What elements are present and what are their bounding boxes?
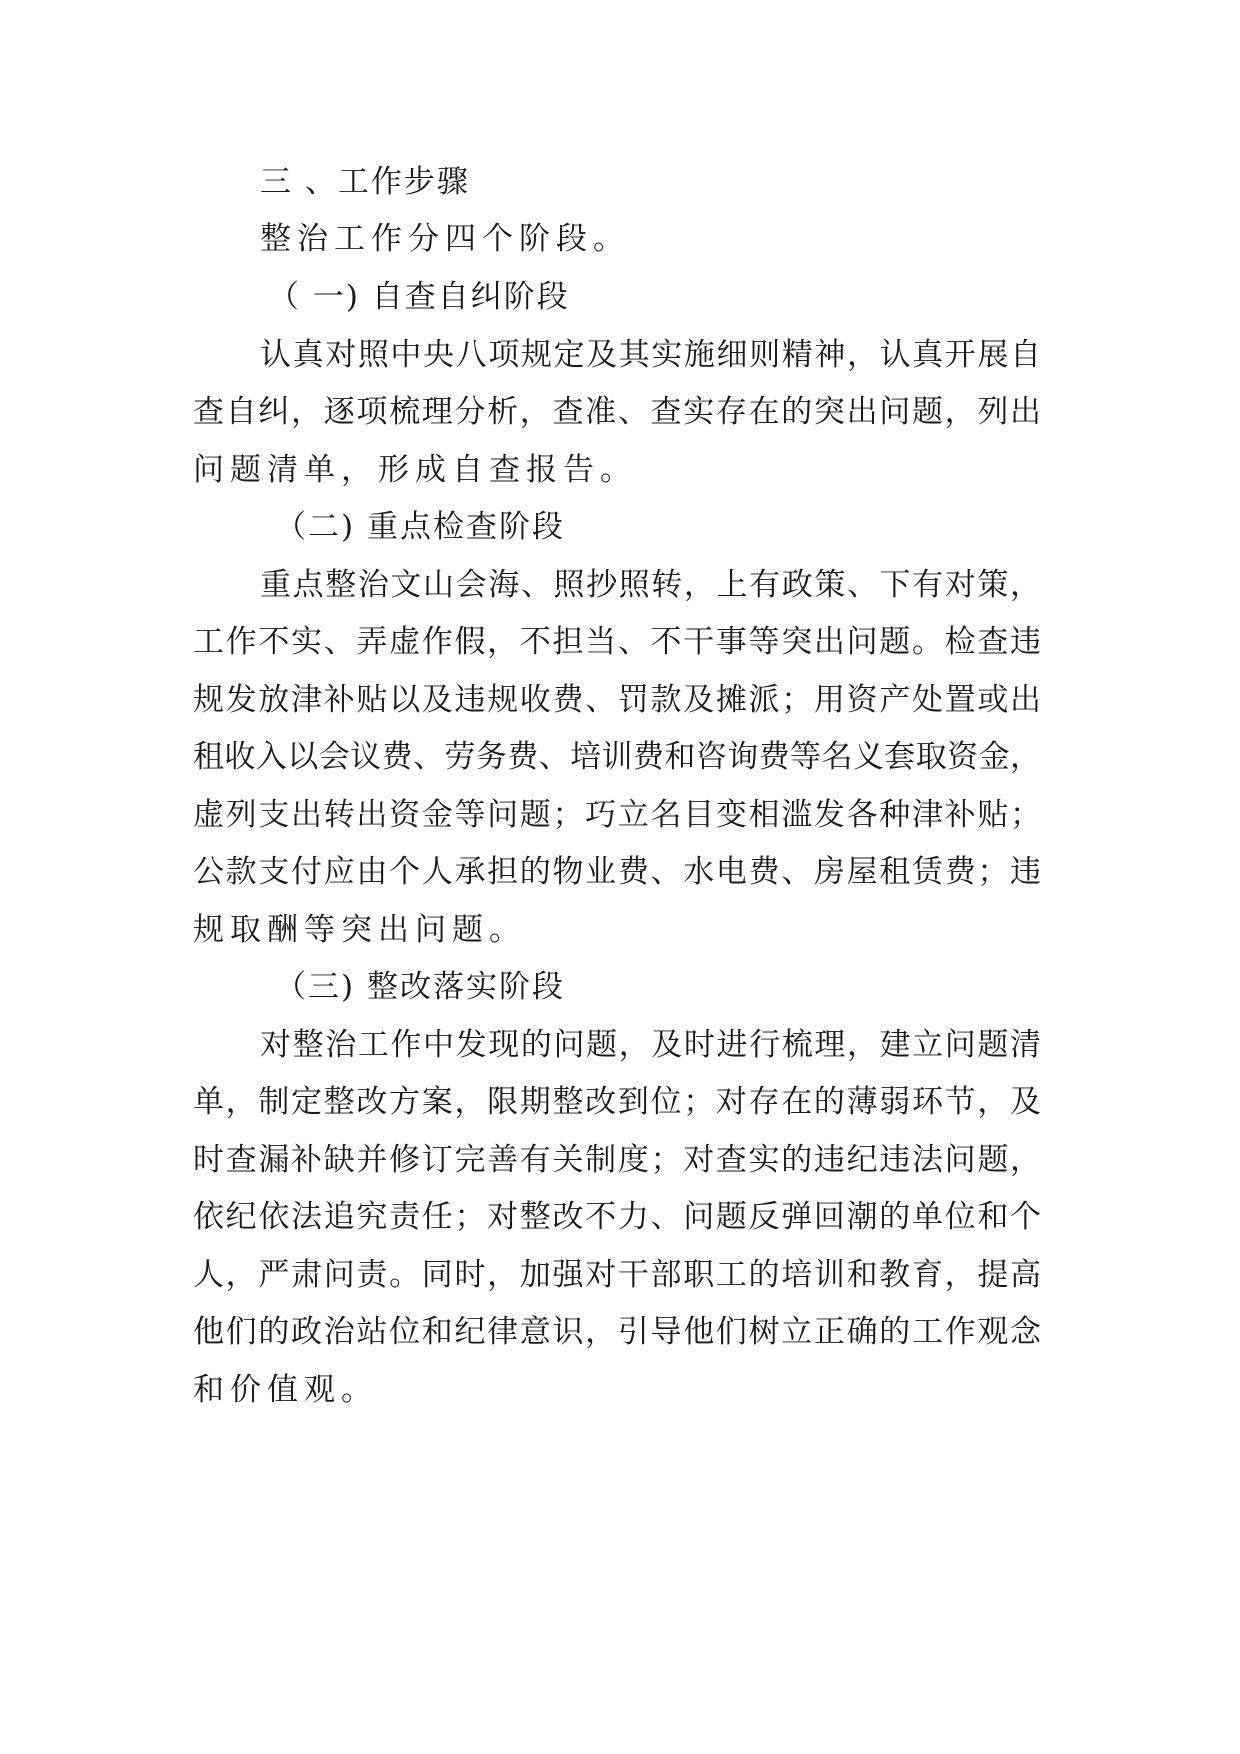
stage3-line: 时查漏补缺并修订完善有关制度；对查实的违纪违法问题， xyxy=(193,1142,1041,1178)
stage1-line: 查自纠，逐项梳理分析，查准、查实存在的突出问题，列出 xyxy=(193,394,1041,430)
stage3-line: 人，严肃问责。同时，加强对干部职工的培训和教育，提高 xyxy=(193,1257,1041,1293)
stage3-line: 依纪依法追究责任；对整改不力、问题反弹回潮的单位和个 xyxy=(193,1199,1041,1235)
stage2-line: 规发放津补贴以及违规收费、罚款及摊派；用资产处置或出 xyxy=(193,682,1041,718)
stage2-line: 工作不实、弄虚作假，不担当、不干事等突出问题。检查违 xyxy=(193,624,1041,660)
stage1-title: （ 一) 自查自纠阶段 xyxy=(268,279,570,315)
stage3-line: 他们的政治站位和纪律意识，引导他们树立正确的工作观念 xyxy=(193,1314,1041,1350)
stage2-line: 租收入以会议费、劳务费、培训费和咨询费等名义套取资金， xyxy=(193,739,1041,775)
stage2-line: 虚列支出转出资金等问题；巧立名目变相滥发各种津补贴； xyxy=(193,797,1041,833)
stage2-line: 重点整治文山会海、照抄照转，上有政策、下有对策， xyxy=(260,567,1041,603)
section-heading: 三 、工作步骤 xyxy=(260,164,470,200)
stage3-line: 对整治工作中发现的问题，及时进行梳理，建立问题清 xyxy=(260,1027,1041,1063)
stage2-title: （二) 重点检查阶段 xyxy=(275,509,565,545)
stage3-line: 和价值观。 xyxy=(193,1372,378,1408)
stage1-line: 认真对照中央八项规定及其实施细则精神，认真开展自 xyxy=(260,337,1041,373)
stage2-line: 规取酬等突出问题。 xyxy=(193,912,526,948)
stage3-line: 单，制定整改方案，限期整改到位；对存在的薄弱环节，及 xyxy=(193,1084,1041,1120)
stage2-line: 公款支付应由个人承担的物业费、水电费、房屋租赁费；违 xyxy=(193,854,1041,890)
stage3-title: （三) 整改落实阶段 xyxy=(275,969,565,1005)
intro-paragraph: 整治工作分四个阶段。 xyxy=(260,221,630,257)
stage1-line: 问题清单，形成自查报告。 xyxy=(193,452,637,488)
